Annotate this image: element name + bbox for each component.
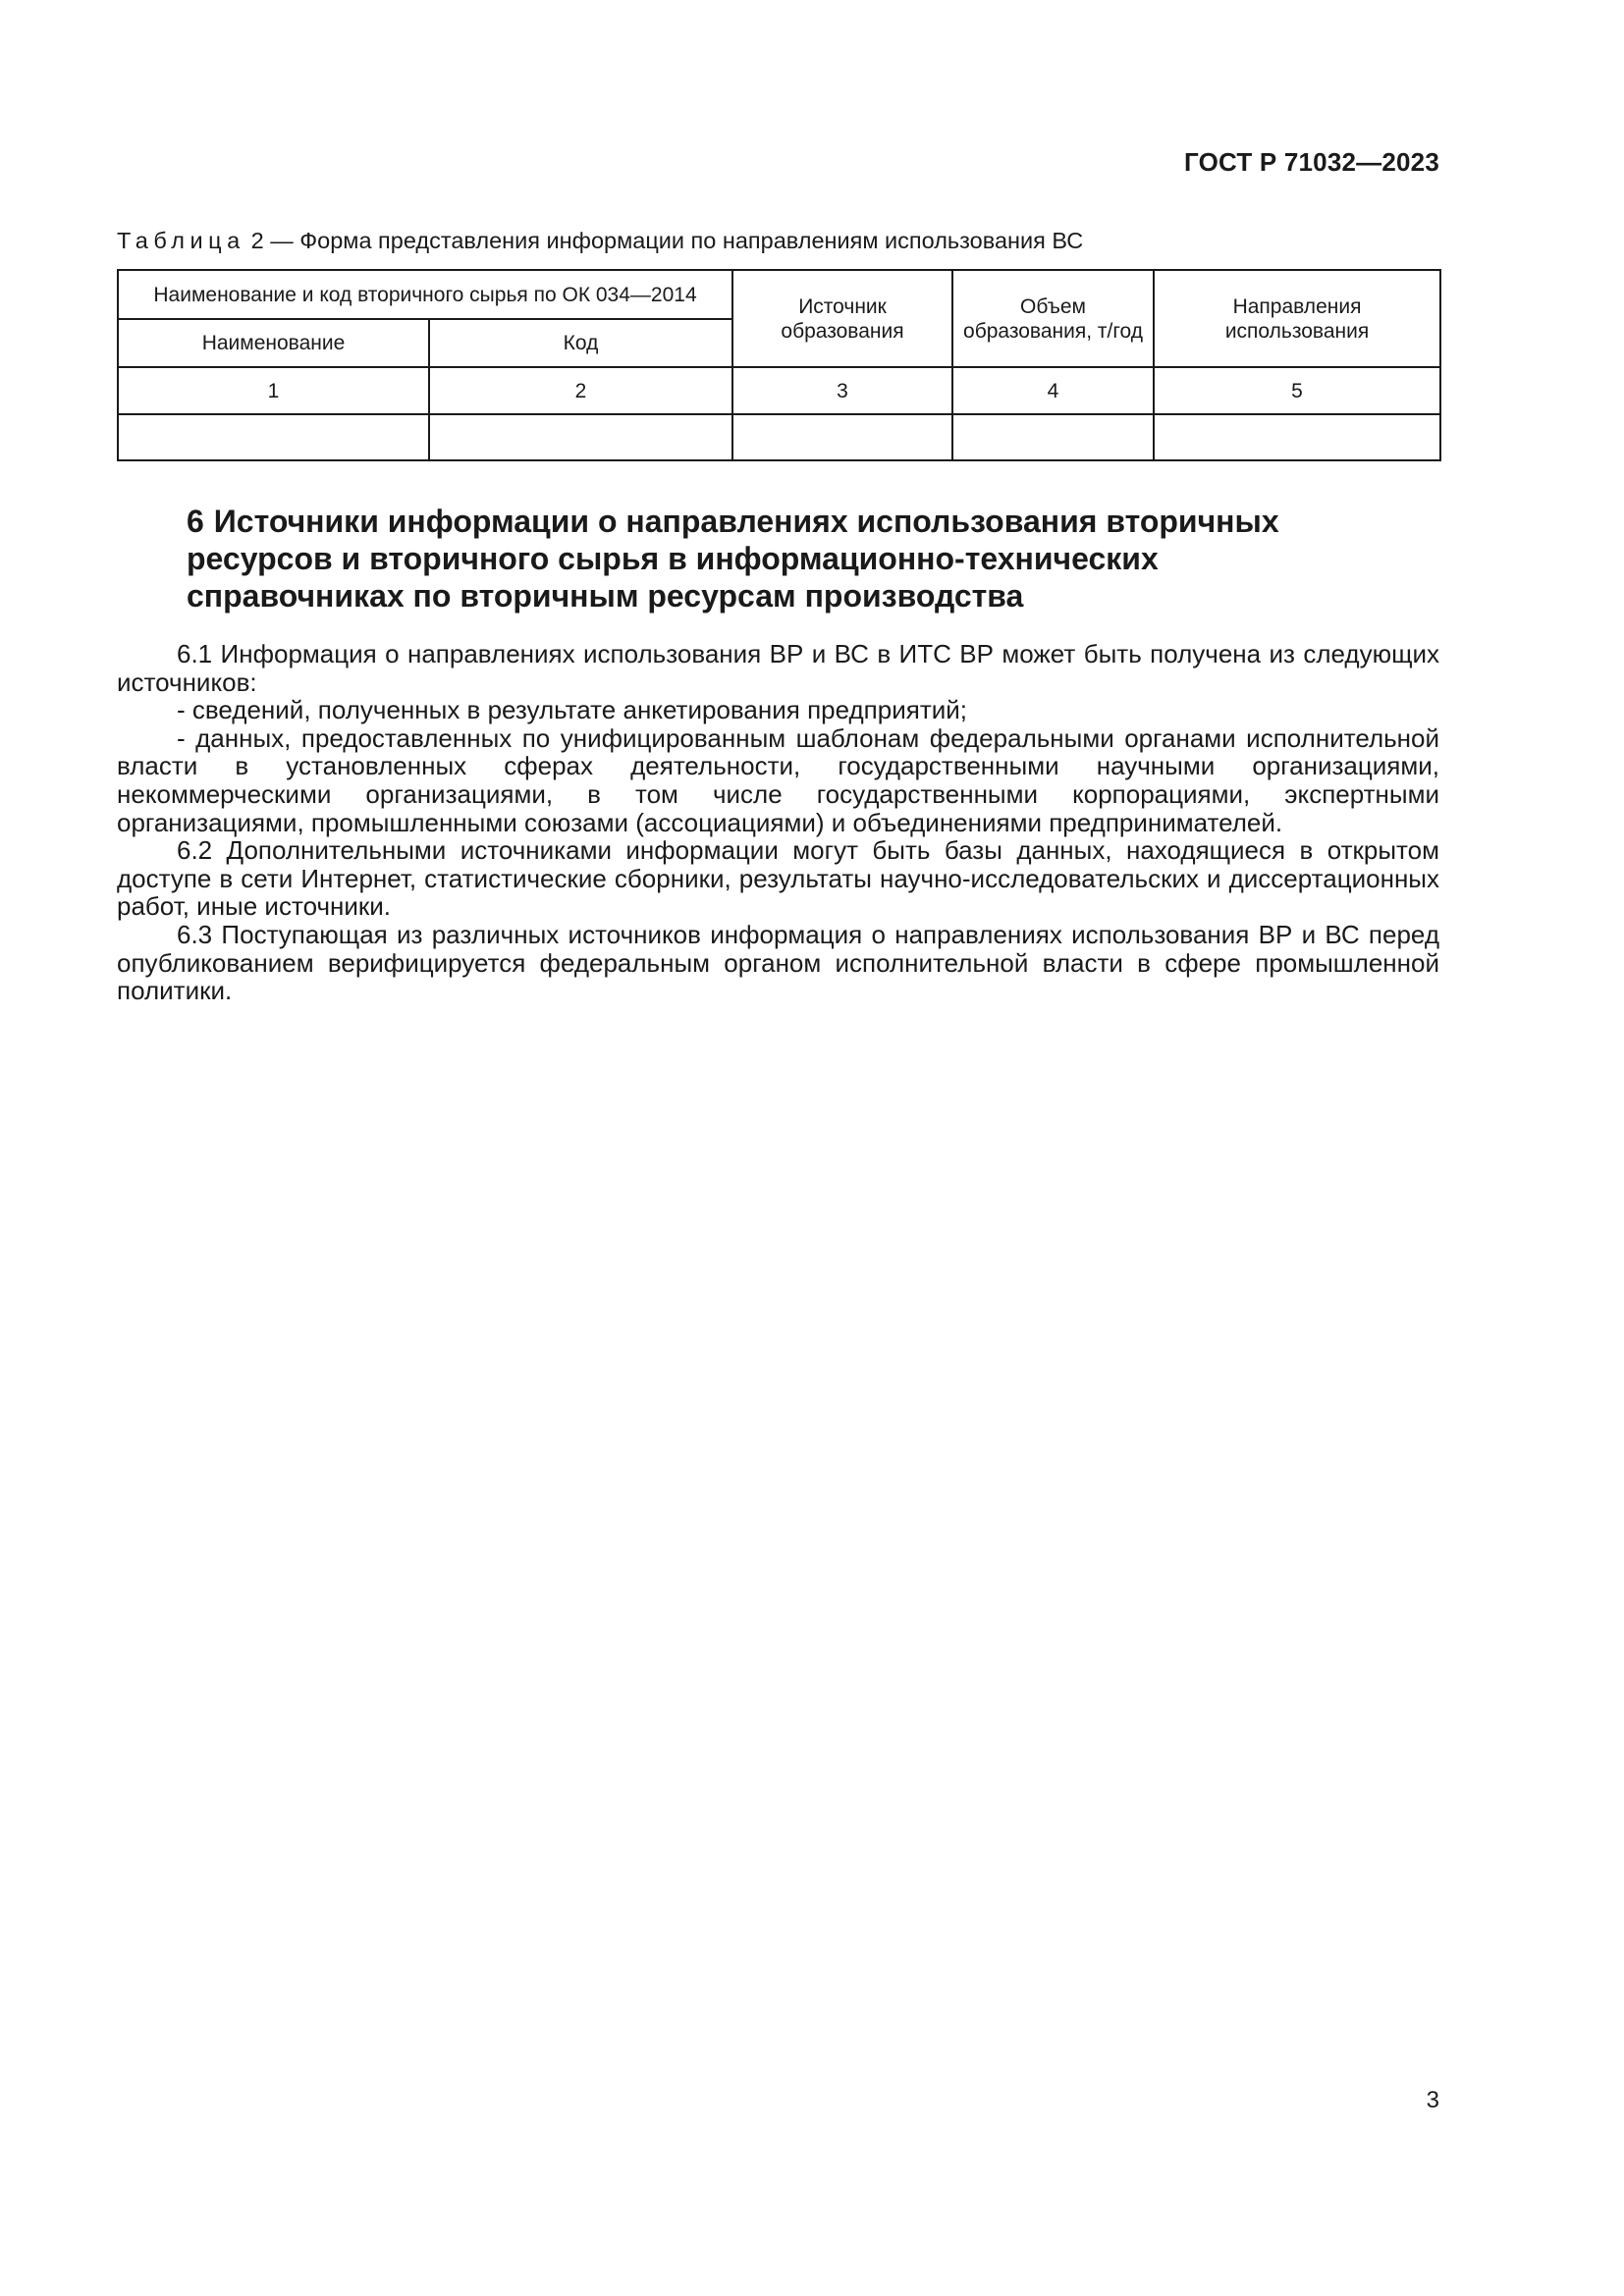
form-table [117, 269, 1441, 461]
empty-cell [732, 414, 952, 460]
section-heading [187, 503, 1384, 614]
group-header-cell: Наименование и код вторичного сырья по ОК 034—2014 [118, 270, 732, 319]
section-title: Источники информации о направлениях использования вторичных ресурсов и вторичного сырья в информационно-технических справочниках по вторичным ресурсам производства [187, 504, 1279, 614]
table-empty-row [118, 414, 1440, 460]
body-text [117, 640, 1439, 1005]
empty-cell [952, 414, 1154, 460]
column-number-cell: 4 [952, 367, 1154, 414]
volume-header-cell: Объем образования, т/год [952, 270, 1154, 367]
empty-cell [118, 414, 429, 460]
source-header-cell: Источник образования [732, 270, 952, 367]
table-number-row [118, 367, 1440, 414]
column-number-cell: 2 [429, 367, 732, 414]
name-header-cell: Наименование [118, 319, 429, 367]
column-number-cell: 5 [1154, 367, 1440, 414]
table-header-row [118, 270, 1440, 319]
directions-header-cell: Направления использования [1154, 270, 1440, 367]
table-caption [117, 228, 1083, 254]
empty-cell [429, 414, 732, 460]
paragraph: 6.2 Дополнительными источниками информации могут быть базы данных, находящиеся в открытом доступе в сети Интернет, статистические сборники, результаты научно-исследовательских и диссертационных работ, иные источники. [117, 835, 1439, 922]
paragraph: 6.1 Информация о направлениях использования ВР и ВС в ИТС ВР может быть получена из следующих источников: [117, 639, 1439, 697]
document-code: ГОСТ Р 71032—2023 [1184, 147, 1439, 177]
paragraph: 6.3 Поступающая из различных источников информация о направлениях использования ВР и ВС перед опубликованием верифицируется федеральным органом исполнительной власти в сфере промышленной политики. [117, 919, 1439, 1006]
column-number-cell: 3 [732, 367, 952, 414]
table-caption-text: 2 — Форма представления информации по направлениям использования ВС [250, 228, 1084, 253]
code-header-cell: Код [429, 319, 732, 367]
paragraph: - данных, предоставленных по унифицированным шаблонам федеральными органами исполнительной власти в установленных сферах деятельности, государственными научными организациями, некоммерческими организациями, в том числе государственными корпорациями, экспертными организациями, промышленными союзами (ассоциациями) и объединениями предпринимателей. [117, 722, 1439, 837]
empty-cell [1154, 414, 1440, 460]
column-number-cell: 1 [118, 367, 429, 414]
page-number: 3 [1426, 2087, 1439, 2113]
paragraph: - сведений, полученных в результате анкетирования предприятий; [177, 695, 967, 725]
section-number: 6 [187, 504, 204, 539]
table-caption-word: Таблица [117, 228, 245, 253]
